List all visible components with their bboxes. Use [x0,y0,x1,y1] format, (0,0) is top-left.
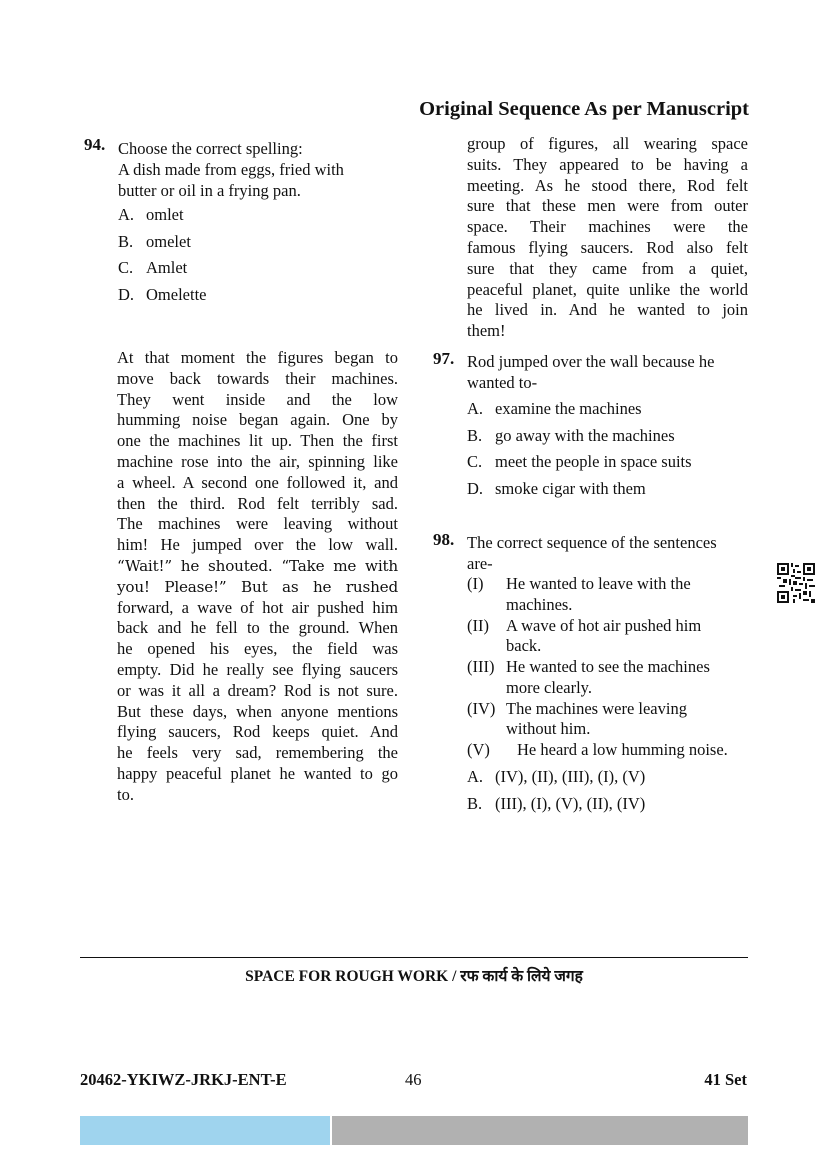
footer-page-number: 46 [405,1070,422,1089]
passage-left-line: one the machines lit up. Then the first [117,431,398,451]
question-97-number: 97. [433,349,455,368]
passage-left-line: him! He jumped over the low wall. [117,535,398,555]
passage-left-line: They went inside and the low [117,389,398,409]
passage-left-line: happy peaceful planet he wanted to go [117,763,398,783]
passage-left-line: “Wait!” he shouted. “Take me with [117,556,398,575]
question-94-number: 94. [84,135,106,154]
question-98-line-2: are- [467,554,493,573]
option-97-d[interactable]: D. smoke cigar with them [467,478,646,498]
question-94-line-2: A dish made from eggs, fried with [118,160,344,179]
passage-left-line: flying saucers, Rod keeps quiet. And [117,722,398,742]
question-97-line-2: wanted to- [467,373,538,392]
question-98-number: 98. [433,530,455,549]
question-94-line-3: butter or oil in a frying pan. [118,181,301,200]
sentence-iii: (III) He wanted to see the machines more clearly. [467,657,710,697]
question-94-options [118,204,206,305]
passage-left-line: a wheel. A second one followed it, and [117,472,398,492]
question-98-text [467,532,752,574]
option-94-c[interactable]: C. Amlet [118,258,188,277]
option-94-a[interactable]: A. omlet [118,205,184,224]
sentence-v: (V) He heard a low humming noise. [467,740,728,759]
footer-paper-code: 20462-YKIWZ-JRKJ-ENT-E [80,1070,287,1089]
passage-left-line: humming noise began again. One by [117,410,398,430]
rough-work-divider [80,957,748,958]
passage-left-line: machine rose into the air, spinning like [117,451,398,471]
passage-left-line: But these days, when anyone mentions [117,701,398,721]
question-97-line-1: Rod jumped over the wall because he [467,352,715,371]
question-98-line-1: The correct sequence of the sentences [467,533,717,552]
passage-right-line: them! [467,321,506,341]
passage-right-line: sure that these men were from outer [467,196,748,216]
passage-right [467,134,748,342]
option-94-b[interactable]: B. omelet [118,231,191,251]
passage-right-line: group of figures, all wearing space [467,134,748,153]
option-97-a[interactable]: A. examine the machines [467,399,642,418]
passage-left-line: move back towards their machines. [117,368,398,388]
passage-left-line: he feels very sad, remembering the [117,743,398,763]
passage-right-line: he lived in. And he wanted to join [467,300,748,320]
sentence-iv: (IV) The machines were leaving without him. [467,698,687,738]
passage-right-line: space. Their machines were the [467,217,748,237]
passage-left-line: At that moment the figures began to [117,348,398,367]
rough-work-label: SPACE FOR ROUGH WORK / रफ कार्य के लिये जगह [245,968,583,985]
passage-right-line: famous flying saucers. Rod also felt [467,237,748,257]
sentence-i: (I) He wanted to leave with the machines. [467,574,691,614]
passage-left-line: back and he fell to the ground. When [117,618,398,638]
question-97-text [467,351,752,393]
qr-code-icon [777,563,815,603]
question-98-sentences [467,574,757,764]
option-98-a[interactable]: A. (IV), (II), (III), (I), (V) [467,767,646,786]
passage-right-line: sure that they came from a quiet, [467,258,748,278]
option-98-b[interactable]: B. (III), (I), (V), (II), (IV) [467,793,646,813]
passage-left-line: forward, a wave of hot air pushed him [117,597,398,617]
page-header-title: Original Sequence As per Manuscript [419,98,749,120]
passage-left-line: empty. Did he really see flying saucers [117,659,398,679]
passage-right-line: peaceful planet, quite unlike the world [467,279,748,299]
footer-color-bar-blue [80,1116,330,1145]
sentence-ii: (II) A wave of hot air pushed him back. [467,615,702,655]
question-98-options [467,766,645,814]
question-94-line-1: Choose the correct spelling: [118,139,303,158]
question-94-text [118,138,408,201]
footer-set-label: 41 Set [704,1070,747,1089]
passage-left-line: The machines were leaving without [117,514,398,534]
option-97-b[interactable]: B. go away with the machines [467,425,675,445]
footer-color-bar-grey [332,1116,748,1145]
passage-left-line: he opened his eyes, the field was [117,639,398,659]
passage-left [117,348,398,806]
passage-right-line: meeting. As he stood there, Rod felt [467,175,748,195]
passage-left-line: then the third. Rod felt terribly sad. [117,493,398,513]
passage-right-line: suits. They appeared to be having a [467,154,748,174]
passage-left-line: you! Please!” But as he rushed [117,577,398,596]
passage-left-line: to. [117,784,134,804]
option-97-c[interactable]: C. meet the people in space suits [467,452,692,471]
question-97-options [467,398,692,499]
passage-left-line: or was it all a dream? Rod is not sure. [117,680,398,700]
option-94-d[interactable]: D. Omelette [118,284,207,304]
